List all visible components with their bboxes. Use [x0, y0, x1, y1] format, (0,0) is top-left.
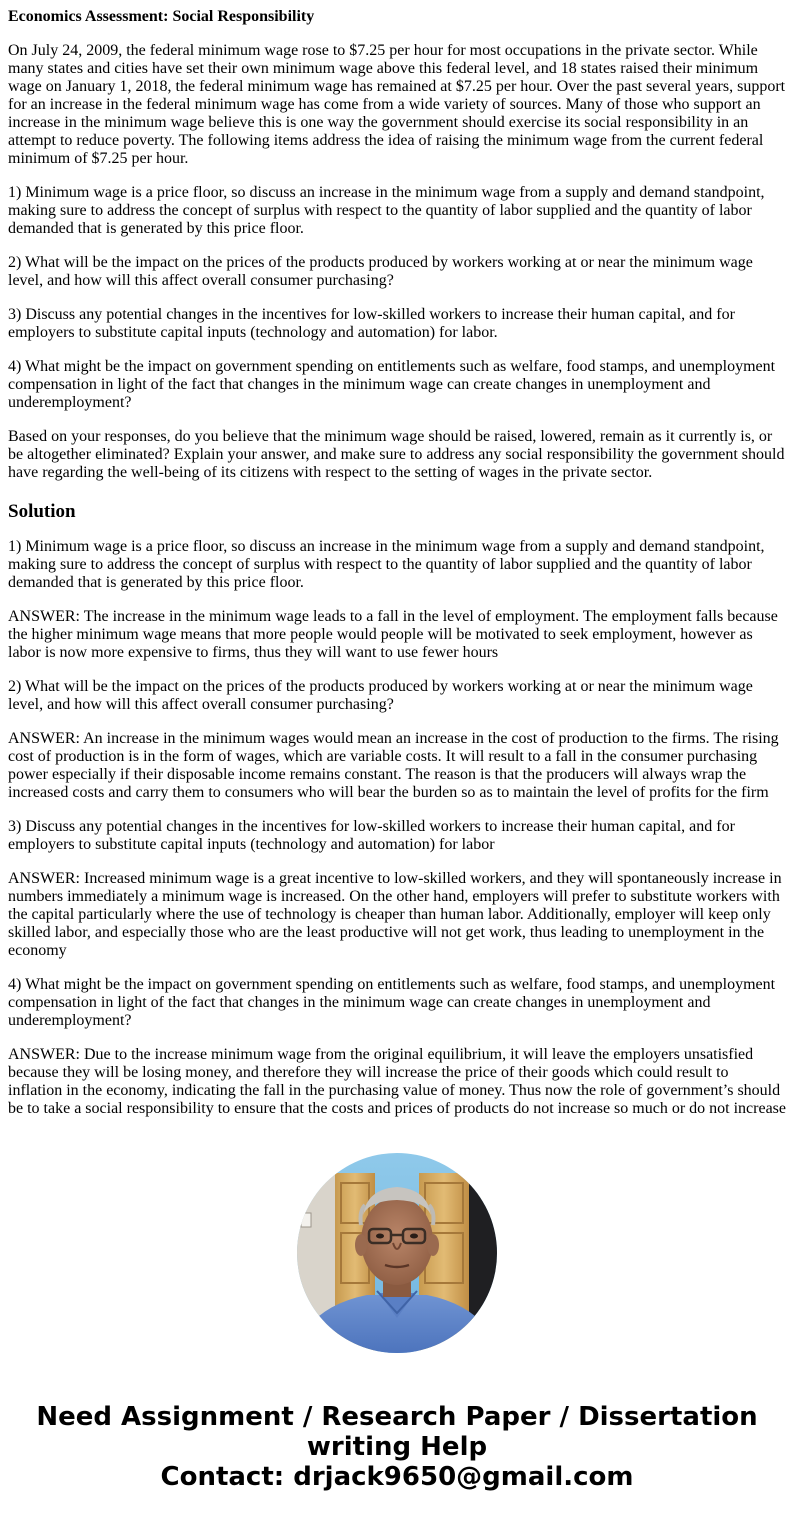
solution-question-2: 2) What will be the impact on the prices of the products produced by workers working at or near the minimum wage level, and how will this affect overall consumer purchasing?: [8, 678, 753, 713]
document-title: Economics Assessment: Social Responsibility: [8, 8, 315, 25]
solution-answer-3: ANSWER: Increased minimum wage is a great incentive to low-skilled workers, and they will spontaneously increase in numbers immediately a minimum wage is increased. On the other hand, employers will prefer to substitute workers with the capital particularly where the use of technology is cheaper than human labor. Additionally, employer will keep only skilled labor, and especially those who are the least productive will not get work, thus leading to unemployment in the economy: [8, 870, 782, 959]
question-item-3: 3) Discuss any potential changes in the incentives for low-skilled workers to increase their human capital, and for employers to substitute capital inputs (technology and automation) for labor.: [8, 306, 735, 341]
promo-contact: Contact: drjack9650@gmail.com: [160, 1462, 634, 1492]
solution-heading: Solution: [8, 501, 76, 522]
solution-question-4: 4) What might be the impact on government spending on entitlements such as welfare, food stamps, and unemployment compensation in light of the fact that changes in the minimum wage can create changes in unemployment and underemployment?: [8, 976, 776, 1029]
question-item-4: 4) What might be the impact on government spending on entitlements such as welfare, food stamps, and unemployment compensation in light of the fact that changes in the minimum wage can create changes in unemployment and underemployment?: [8, 358, 776, 411]
solution-answer-1: ANSWER: The increase in the minimum wage leads to a fall in the level of employment. The employment falls because the higher minimum wage means that more people would people will be motivated to seek employment, however as labor is now more expensive to firms, thus they will want to use fewer hours: [8, 608, 778, 661]
solution-question-1: 1) Minimum wage is a price floor, so discuss an increase in the minimum wage from a supply and demand standpoint, making sure to address the concept of surplus with respect to the quantity of labor supplied and the quantity of labor demanded that is generated by this price floor.: [8, 538, 765, 591]
tutor-avatar: [297, 1153, 497, 1353]
question-item-1: 1) Minimum wage is a price floor, so discuss an increase in the minimum wage from a supply and demand standpoint, making sure to address the concept of surplus with respect to the quantity of labor supplied and the quantity of labor demanded that is generated by this price floor.: [8, 184, 765, 237]
solution-answer-4: ANSWER: Due to the increase minimum wage from the original equilibrium, it will leave the employers unsatisfied because they will be losing money, and therefore they will increase the price of their goods which could result to inflation in the economy, indicating the fall in the purchasing value of money. Thus now the role of government’s should be to take a social responsibility to ensure that the costs and prices of products do not increase so much or do not increase: [8, 1046, 787, 1117]
question-conclusion: Based on your responses, do you believe that the minimum wage should be raised, lowered, remain as it currently is, or be altogether eliminated? Explain your answer, and make sure to address any social responsibility the government should have regarding the well-being of its citizens with respect to the setting of wages in the private sector.: [8, 428, 785, 481]
promo-line-2: writing Help: [306, 1432, 488, 1462]
question-intro: On July 24, 2009, the federal minimum wage rose to $7.25 per hour for most occupations in the private sector. While many states and cities have set their own minimum wage above this federal level, and 18 states raised their minimum wage on January 1, 2018, the federal minimum wage has remained at $7.25 per hour. Over the past several years, support for an increase in the federal minimum wage has come from a wide variety of sources. Many of those who support an increase in the minimum wage believe this is one way the government should exercise its social responsibility in an attempt to reduce poverty. The following items address the idea of raising the minimum wage from the current federal minimum of $7.25 per hour.: [8, 42, 786, 167]
promo-banner: [0, 1402, 794, 1492]
question-item-2: 2) What will be the impact on the prices of the products produced by workers working at or near the minimum wage level, and how will this affect overall consumer purchasing?: [8, 254, 753, 289]
solution-answer-2: ANSWER: An increase in the minimum wages would mean an increase in the cost of production to the firms. The rising cost of production is in the form of wages, which are variable costs. It will result to a fall in the consumer purchasing power especially if their disposable income remains constant. The reason is that the producers will always wrap the increased costs and carry them to consumers who will bear the burden so as to maintain the level of profits for the firm: [8, 730, 779, 801]
tutor-portrait-image: [297, 1153, 497, 1353]
promo-line-1: Need Assignment / Research Paper / Dissertation: [36, 1402, 758, 1432]
solution-question-3: 3) Discuss any potential changes in the incentives for low-skilled workers to increase their human capital, and for employers to substitute capital inputs (technology and automation) for labor: [8, 818, 735, 853]
